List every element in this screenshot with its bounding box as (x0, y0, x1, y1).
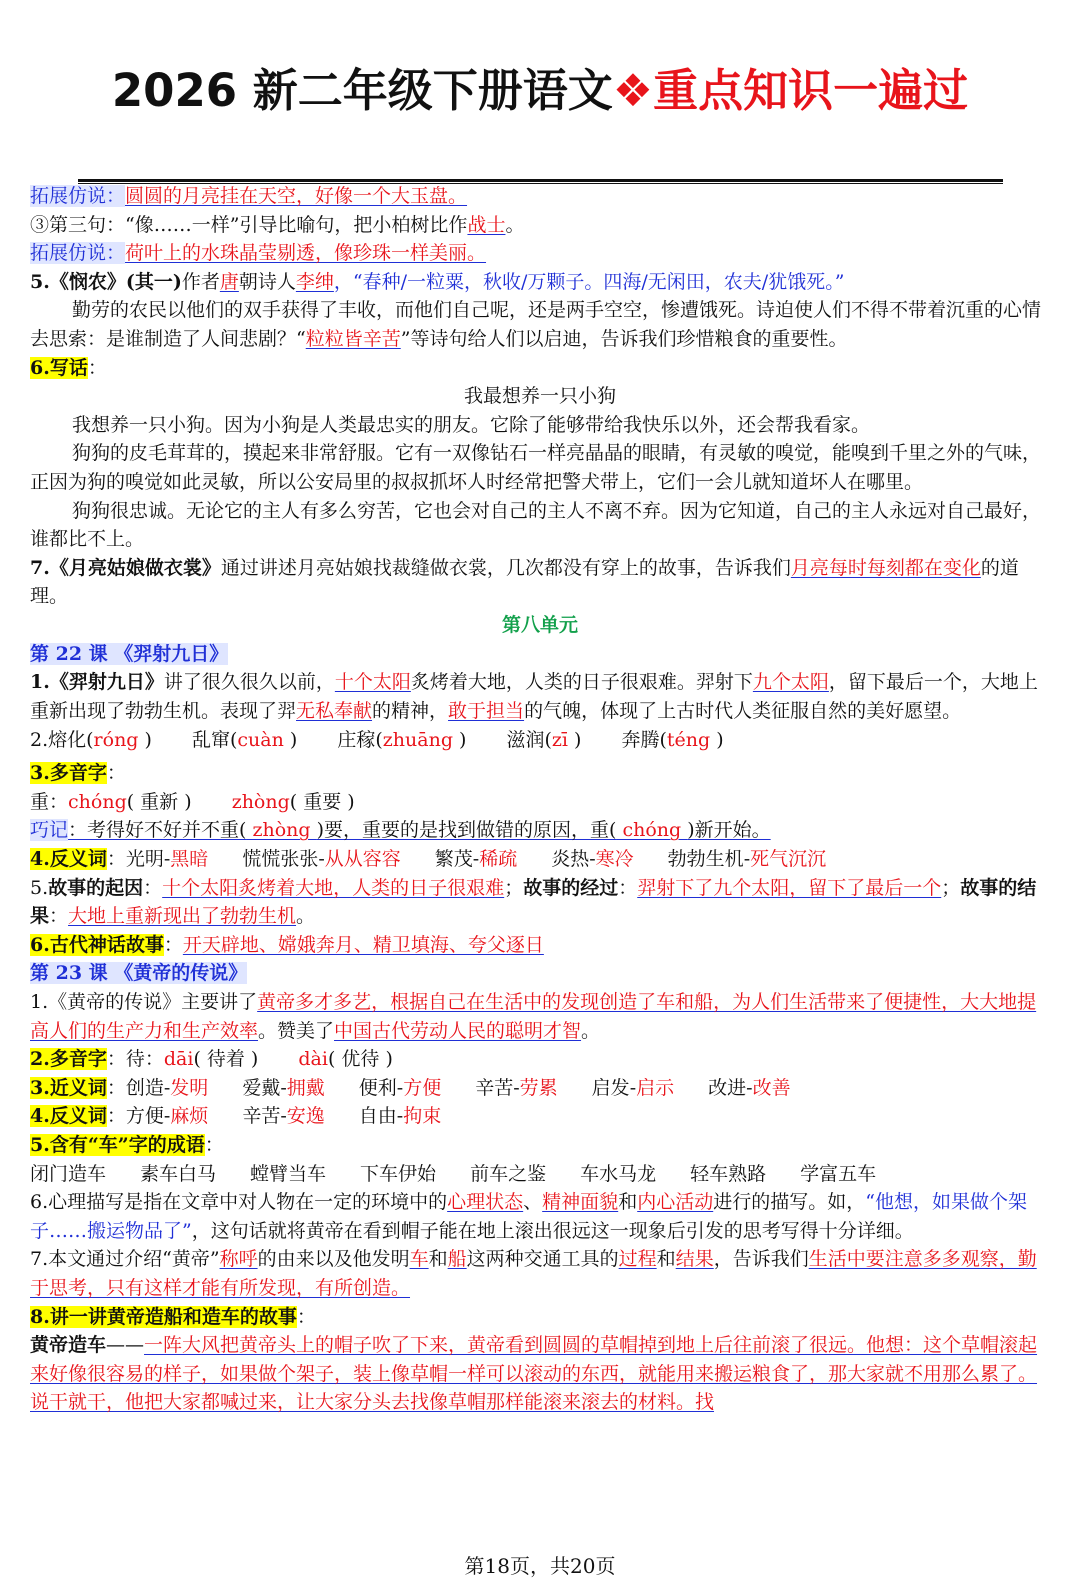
huangdi-paragraph: 7.本文通过介绍“黄帝”称呼的由来以及他发明车和船这两种交通工具的过程和结果，告诉我们生活中要注意多多观察，勤于思考，只有这样才能有所发现，有所创造。 (30, 1248, 1037, 1299)
title-right: 重点知识一遍过 (653, 64, 969, 117)
pinyin-item: 乱窜(cuàn ) (191, 729, 298, 752)
antonyms-22: 4.反义词：光明-黑暗 慌慌张张-从从容容 繁茂-稀疏 炎热-寒冷 勃勃生机-死气沉沉 (30, 848, 827, 871)
line-extend-1: 拓展仿说：圆圆的月亮挂在天空，好像一个大玉盘。 (30, 185, 468, 207)
pinyin-item: 2.熔化(róng ) (30, 729, 152, 752)
page-title (0, 62, 1080, 124)
essay-paragraph-2: 狗狗的皮毛茸茸的，摸起来非常舒服。它有一双像钻石一样亮晶晶的眼睛，有灵敏的嗅觉，能嗅到千里之外的气味，正因为狗的嗅觉如此灵敏，所以公安局里的叔叔抓坏人时经常把警犬带上，它们一会儿就知道坏人在哪里。 (30, 442, 1042, 493)
poem-paragraph: 勤劳的农民以他们的双手获得了丰收，而他们自己呢，还是两手空空，惨遭饿死。诗迫使人们不得不带着沉重的心情去思索：是谁制造了人间悲剧？“粒粒皆辛苦”等诗句给人们以启迪，告诉我们珍惜粮食的重要性。 (30, 299, 1042, 350)
psychology-paragraph: 6.心理描写是指在文章中对人物在一定的环境中的心理状态、精神面貌和内心活动进行的描写。如，“他想，如果做个架子……搬运物品了”，这句话就将黄帝在看到帽子能在地上滚出很远这一现象后引发的思考写得十分详细。 (30, 1191, 1027, 1242)
myths-line: 6.古代神话故事：开天辟地、嫦娥奔月、精卫填海、夸父逐日 (30, 933, 544, 956)
essay-paragraph-1: 我想养一只小狗。因为小狗是人类最忠实的朋友。它除了能够带给我快乐以外，还会帮我看家。 (72, 413, 871, 436)
car-story: 黄帝造车——一阵大风把黄帝头上的帽子吹了下来，黄帝看到圆圆的草帽掉到地上后往前滚了很远。他想：这个草帽滚起来好像很容易的样子，如果做个架子，装上像草帽一样可以滚动的东西，就能用来搬运粮食了，那大家就不用那么累了。说干就干，他把大家都喊过来，让大家分头去找像草帽那样能滚来滚去的材料。找 (30, 1334, 1038, 1414)
line-third-sentence: ③第三句：“像……一样”引导比喻句，把小柏树比作战士。 (30, 213, 525, 236)
pinyin-row (30, 725, 1050, 759)
line-extend-2: 拓展仿说：荷叶上的水珠晶莹剔透，像珍珠一样美丽。 (30, 242, 487, 265)
antonyms-23: 4.反义词：方便-麻烦 辛苦-安逸 自由-拘束 (30, 1105, 442, 1128)
story-structure: 5.故事的起因：十个太阳炙烤着大地，人类的日子很艰难；故事的经过：羿射下了九个太阳，留下了最后一个；故事的结果：大地上重新现出了勃勃生机。 (30, 876, 1037, 928)
synonyms-23: 3.近义词：创造-发明 爱戴-拥戴 便利-方便 辛苦-劳累 启发-启示 改进-改善 (30, 1076, 791, 1099)
memory-tip: 巧记：考得好不好并不重( zhòng )要，重要的是找到做错的原因，重( chóng )新开始。 (30, 819, 771, 842)
moon-girl-paragraph: 7.《月亮姑娘做衣裳》通过讲述月亮姑娘找裁缝做衣裳，几次都没有穿上的故事，告诉我们月亮每时每刻都在变化的道理。 (30, 556, 1019, 608)
document-body (30, 182, 1050, 1417)
unit-heading: 第八单元 (501, 613, 578, 636)
essay-paragraph-3: 狗狗很忠诚。无论它的主人有多么穷苦，它也会对自己的主人不离不弃。因为它知道，自己的主人永远对自己最好，谁都比不上。 (30, 499, 1042, 551)
pinyin-item: 庄稼(zhuāng ) (337, 729, 467, 752)
polyphone-zhong: 重：chóng( 重新 ) zhòng( 重要 ) (30, 790, 355, 813)
lesson-23-summary: 1.《黄帝的传说》主要讲了黄帝多才多艺，根据自己在生活中的发现创造了车和船，为人们生活带来了便捷性，大大地提高人们的生产力和生产效率。赞美了中国古代劳动人民的聪明才智。 (30, 991, 1037, 1042)
essay-title: 我最想养一只小狗 (463, 385, 616, 408)
writing-heading: 6.写话： (30, 356, 107, 379)
idioms-row: 闭门造车 素车白马 螳臂当车 下车伊始 前车之鉴 车水马龙 轻车熟路 学富五车 (30, 1162, 877, 1185)
lesson-22-heading: 第 22 课 《羿射九日》 (30, 642, 229, 665)
polyphone-dai: 2.多音字：待：dāi( 待着 ) dài( 优待 ) (30, 1048, 393, 1071)
story-heading: 8.讲一讲黄帝造船和造车的故事： (30, 1305, 316, 1328)
diamond-icon: ❖ (612, 64, 654, 117)
polyphone-heading: 3.多音字： (30, 762, 126, 785)
lesson-23-heading: 第 23 课 《黄帝的传说》 (30, 962, 248, 985)
lesson-22-summary: 1.《羿射九日》讲了很久很久以前，十个太阳炙烤着大地，人类的日子很艰难。羿射下九个太阳，留下最后一个，大地上重新出现了勃勃生机。表现了羿无私奉献的精神，敢于担当的气魄，体现了上古时代人类征服自然的美好愿望。 (30, 671, 1038, 722)
page-footer: 第18页，共20页 (464, 1554, 616, 1578)
poem-heading: 5.《悯农》(其一)作者唐朝诗人李绅，“春种/一粒粟，秋收/万颗子。四海/无闲田，农夫/犹饿死。” (30, 270, 845, 293)
pinyin-item: 滋润(zī ) (506, 729, 582, 752)
title-left: 2026 新二年级下册语文 (111, 64, 613, 117)
idioms-heading: 5.含有“车”字的成语： (30, 1134, 224, 1156)
pinyin-item: 奔腾(téng ) (621, 729, 724, 752)
